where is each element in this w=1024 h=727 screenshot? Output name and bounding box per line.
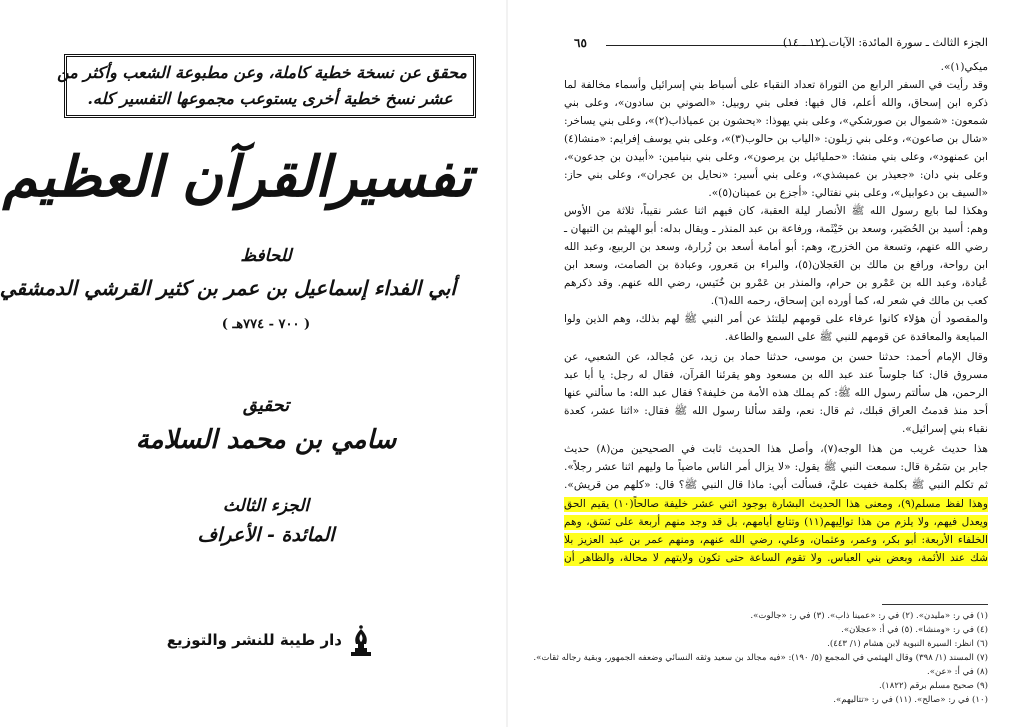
tahqiq-label: تحقيق <box>242 395 290 416</box>
highlighted-text-line: وهذا لفظ مسلم(٩)، ومعنى هذا الحديث البشارة بوجود اثني عشر خليفة صالحاً(١٠) يقيم الحق <box>564 498 988 510</box>
text-line: ابن رواحة، ورافع بن مالك بن العَجلان(٥)، والبراء بن مَعرور، وعبادة بن الصامت، وسعد ابن <box>564 259 988 271</box>
text-line: وهكذا لما بايع رسول الله ﷺ الأنصار ليلة العقبة، كان فيهم اثنا عشر نقيباً، ثلاثة من الأوس <box>564 205 988 217</box>
manuscript-note-line-1: محقق عن نسخة خطية كاملة، وعن مطبوعة الشعب وأكثر من <box>57 63 467 82</box>
page-number: ٦٥ <box>574 36 587 50</box>
running-head <box>568 36 988 52</box>
running-head-text: الجزء الثالث ـ سورة المائدة: الآيات (١٢ ـ ١٤) <box>782 36 988 49</box>
publisher-block <box>166 625 376 657</box>
highlighted-text-line: الخلفاء الأربعة: أبو بكر، وعمر، وعثمان، وعلي، رضي الله عنهم، ومنهم عمر بن عبد العزيز بلا <box>564 534 988 546</box>
page-gutter <box>506 0 508 727</box>
editor-name: سامي بن محمد السلامة <box>135 425 397 455</box>
volume-surahs: المائدة - الأعراف <box>197 524 335 546</box>
author-name: أبي الفداء إسماعيل بن عمر بن كثير القرشي الدمشقي <box>0 276 456 300</box>
footnote-line: (٧) المسند (١/ ٣٩٨) وقال الهيثمي في المجمع (٥/ ١٩٠): «فيه مجالد بن سعيد وثقه النسائي وضعفه الجمهور، وبقية رجاله ثقات». <box>533 653 988 663</box>
publisher-name: دار طيبة للنشر والتوزيع <box>166 631 342 649</box>
text-line: وقال الإمام أحمد: حدثنا حسن بن موسى، حدثنا حماد بن زيد، عن مُجالد، عن الشعبي، عن <box>564 351 988 363</box>
text-line: أحد منذ قدمتُ العراق قبلك، ثم قال: نعم، ولقد سألنا رسول الله ﷺ فقال: «اثنا عشر، كعدة <box>564 405 988 417</box>
text-line: المبايعة والمعاقدة عن قومهم للنبي ﷺ على السمع والطاعة. <box>724 331 988 343</box>
highlighted-text-line: شك عند الأئمة، وبعض بني العباس. ولا تقوم الساعة حتى تكون ولايتهم لا محالة، والظاهر أن <box>564 552 988 564</box>
text-line: ابن عمنهود»، وعلى بني منشا: «حمليائيل بن يرصون»، وعلى بني بنيامين: «أبيدن بن جدعون»، <box>564 151 988 163</box>
text-line: «شال بن صاعون»، وعلى بني زبلون: «الياب بن حالوب(٣)»، وعلى بني يوسف إفرايم: «منشا(٤) <box>564 133 988 145</box>
footnote-line: (٤) في ر: «ومنشا». (٥) في أ: «عجلان». <box>841 625 988 635</box>
text-line: شمعون: «شموال بن صورشكي»، وعلى بني يهوذا: «يحشون بن عمياذاب(٢)»، وعلى بني يساخر: <box>564 115 988 127</box>
footnote-line: (٩) صحيح مسلم برقم (١٨٢٢). <box>879 681 988 691</box>
lamp-logo-icon <box>348 625 374 657</box>
highlighted-text-line: ويعدل فيهم، ولا يلزم من هذا توالِيهم(١١) وتتابع أيامهم، بل قد وجد منهم أربعة على نَسَق، وهم <box>564 516 988 528</box>
text-line: كعب بن مالك في شعر له، كما أورده ابن إسحاق، رحمه الله(٦). <box>710 295 988 307</box>
text-line: نقباء بني إسرائيل». <box>901 423 988 435</box>
text-line: والمقصود أن هؤلاء كانوا عرفاء على قومهم ليلتئذ عن أمر النبي ﷺ لهم بذلك، وهم الذين ولوا <box>564 313 988 325</box>
text-page <box>512 0 1024 727</box>
text-line: ثم تكلم النبي ﷺ بكلمة خفيت عليَّ، فسألت أبي: ماذا قال النبي ﷺ؟ قال: «كلهم من قريش». <box>564 479 988 491</box>
text-line: ذكره ابن إسحاق، والله أعلم، قال فيها: فعلى بني روبيل: «الصوني بن سادون»، وعلى بني <box>564 97 988 109</box>
text-line: وقد رأيت في السفر الرابع من التوراة تعداد النقباء على أسباط بني إسرائيل وأسماء مخالفة لما <box>564 79 988 91</box>
text-line: جابر بن سَمُرة قال: سمعت النبي ﷺ يقول: «لا يزال أمر الناس ماضياً ما وليهم اثنا عشر رجلاً». <box>564 461 988 473</box>
footnote-line: (١) في ر: «مليدن». (٢) في ر: «عمينا ذاب». (٣) في ر: «جالوت». <box>750 611 988 621</box>
text-line: عُبادة، وعبد الله بن عَمْرو بن حرام، والمنذر بن عَمْرو بن خُنَيس، رضي الله عنهم. وقد ذكرهم <box>564 277 988 289</box>
author-years: ( ٧٠٠ - ٧٧٤هـ ) <box>221 317 311 332</box>
text-line: رضي الله عنهم، وتسعة من الخزرج، وهم: أبو أمامة أسعد بن زُرارة، وسعد بن الربيع، وعبد الله <box>564 241 988 253</box>
text-line: ميكي(١)». <box>940 61 988 73</box>
manuscript-note-line-2: عشر نسخ خطية أخرى يستوعب مجموعها التفسير كله. <box>87 89 453 108</box>
text-line: مسروق قال: كنا جلوساً عند عبد الله بن مسعود وهو يقرئنا القرآن، فقال له رجل: يا أبا عبد <box>564 369 988 381</box>
text-line: هذا حديث غريب من هذا الوجه(٧)، وأصل هذا الحديث ثابت في الصحيحين من(٨) حديث <box>564 443 989 455</box>
volume-number: الجزء الثالث <box>222 496 310 516</box>
footnote-rule <box>882 604 988 605</box>
text-line: الرحمن، هل سألتم رسول الله ﷺ: كم يملك هذه الأمة من خليفة؟ فقال عبد الله: ما سألني عنها <box>564 387 988 399</box>
text-line: وهم: أسيد بن الحُضَير، وسعد بن خَيْثَمة، ورفاعة بن عبد المنذر ـ ويقال بدله: أبو الهيثم بن التيهان ـ <box>564 223 988 235</box>
footnote-line: (١٠) في ر: «صالح». (١١) في ر: «تتاليهم». <box>833 695 988 705</box>
footnote-line: (٦) انظر: السيرة النبوية لابن هشام (١/ ٤٤٣). <box>827 639 988 649</box>
book-title: تفسيرالقرآن العظيم <box>2 144 472 210</box>
footnote-line: (٨) في أ: «عن». <box>926 667 988 677</box>
hafiz-label: للحافظ <box>240 246 292 266</box>
text-line: وعلى بني دان: «جعيذر بن عميشذي»، وعلى بني أسير: «نحايل بن عجران»، وعلى بني حاز: <box>564 169 988 181</box>
text-line: «السيف بن دعوابيل»، وعلى بني نفتالي: «أجزع بن عمينان(٥)». <box>708 187 988 199</box>
manuscript-note-box <box>57 54 476 118</box>
